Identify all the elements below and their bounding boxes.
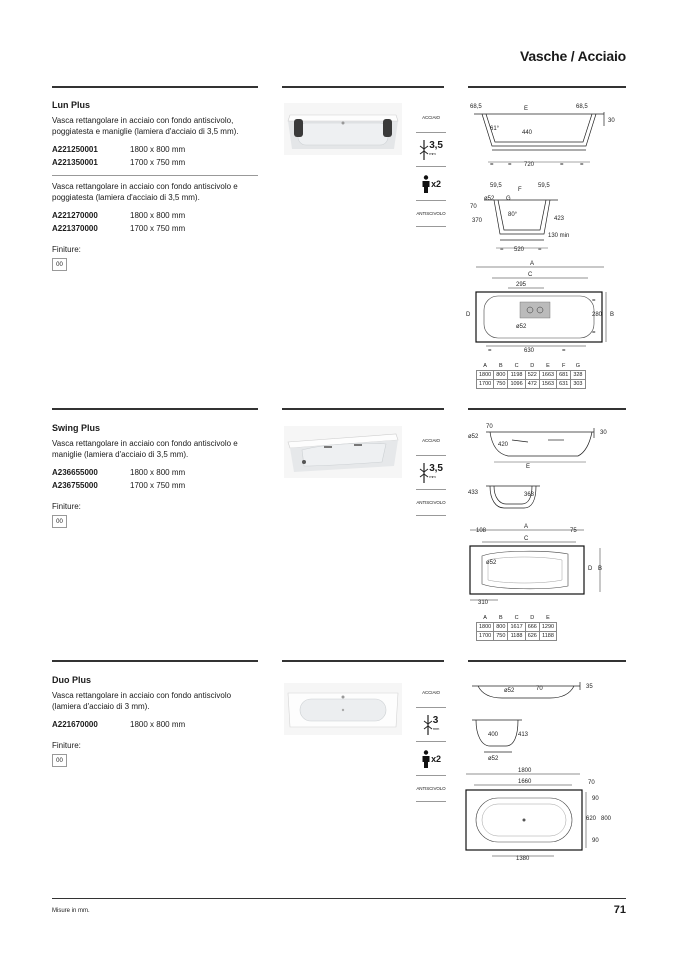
dimensions-table [476,614,557,641]
product-swing-plus [52,423,267,528]
dim-label: D [588,566,593,572]
table-cell: 800 [494,623,508,632]
thickness-icon [416,133,446,167]
product-code: A236655000 [52,468,98,477]
dim-label: 130 min [548,233,570,239]
thickness-value: 3,5 [429,139,443,151]
product-description: Vasca rettangolare in acciaio con fondo antiscivolo (lamiera d'acciaio di 3 mm). [52,691,232,711]
bathtub-photo-icon [284,426,402,478]
dim-label: ø52 [468,434,479,440]
table-header: D [530,615,535,621]
dim-label: 720 [524,162,535,168]
code-row [52,222,267,235]
product-code: A221670000 [52,720,98,729]
thickness-unit: mm [429,150,436,156]
dim-label: ø52 [488,756,499,762]
table-header: E [546,615,550,621]
dim-label: ø52 [484,196,495,202]
dim-label: F [518,187,522,193]
bathtub-photo-icon [284,103,402,155]
table-header: E [546,363,550,369]
table-header: B [499,615,503,621]
dim-label: = [488,348,492,354]
dim-label: D [466,312,471,318]
product-size: 1800 x 800 mm [130,145,186,154]
person-icon [421,175,431,193]
product-title: Duo Plus [52,675,92,685]
persons-icon-cell [416,742,446,776]
table-cell: 750 [494,632,508,641]
feature-icons [416,678,446,802]
table-cell: 631 [557,380,571,389]
thickness-icon [416,456,446,490]
table-cell: 800 [494,371,508,380]
finish-swatch: 00 [52,754,67,767]
table-cell: 1198 [508,371,525,380]
product-code: A221370000 [52,224,98,233]
dim-label: 420 [498,442,509,448]
table-cell: 1617 [508,623,525,632]
code-row [52,718,267,731]
dim-label: = [500,247,504,253]
dim-label: 413 [518,732,529,738]
table-cell: 328 [571,371,585,380]
product-code: A221350001 [52,158,98,167]
dim-label: 68,5 [576,104,588,110]
thickness-value: 3 [432,714,439,726]
product-title: Swing Plus [52,423,101,433]
thickness-icon [416,708,446,742]
table-cell: 1800 [477,371,494,380]
dim-label: = [562,348,566,354]
dim-label: 61° [490,126,500,132]
thickness-arrows-icon [419,140,429,160]
product-code: A236755000 [52,481,98,490]
bathtub-photo-icon [284,683,402,735]
feature-icons [416,103,446,227]
table-cell: 681 [557,371,571,380]
dim-label: 363 [524,492,535,498]
product-size: 1700 x 750 mm [130,481,186,490]
product-description: Vasca rettangolare in acciaio con fondo antiscivolo, poggiatesta e maniglie (lamiera d'acciaio di 3,5 mm). [52,116,239,136]
thickness-arrows-icon [419,463,429,483]
thickness-value: 3,5 [429,462,443,474]
thickness-unit: mm [432,725,440,731]
dim-label: B [598,566,603,572]
product-size: 1700 x 750 mm [130,224,186,233]
dim-label: 68,5 [470,104,482,110]
code-row [52,156,267,169]
dim-label: 30 [608,118,615,124]
dim-label: 1380 [516,856,530,862]
dim-label: G [506,196,511,202]
finish-label: Finiture: [52,245,81,254]
dim-label: 310 [478,600,489,606]
dim-label: 433 [468,490,479,496]
dim-label: 630 [524,348,535,354]
dimensions-table [476,362,586,389]
dim-label: 75 [570,528,577,534]
table-cell: 750 [494,380,508,389]
dim-label: 30 [600,430,607,436]
dim-label: 400 [488,732,499,738]
footer-divider [52,898,626,899]
dim-label: C [528,272,533,278]
dim-label: = [580,162,584,168]
table-cell: 1188 [539,632,556,641]
dim-label: 800 [601,816,612,822]
table-cell: 522 [525,371,539,380]
dim-label: 70 [588,780,595,786]
technical-drawing-side [468,420,626,470]
technical-drawing-side [468,676,626,706]
product-duo-plus [52,675,267,767]
page-title: Vasche / Acciaio [519,48,626,64]
dim-label: = [490,162,494,168]
product-title: Lun Plus [52,100,90,110]
dim-label: = [508,162,512,168]
dim-label: 370 [472,218,483,224]
product-photo [284,426,402,478]
table-row [477,371,586,380]
table-header: C [514,363,519,369]
dim-label: 35 [586,684,593,690]
dim-label: 1800 [518,768,532,774]
dim-label: 440 [522,130,533,136]
code-row [52,143,267,156]
code-row [52,479,267,492]
finish-label: Finiture: [52,502,81,511]
table-cell: 1096 [508,380,525,389]
table-header: C [514,615,519,621]
dim-label: 59,5 [490,183,502,189]
technical-drawing-top [458,256,626,360]
technical-drawing-front [468,712,626,764]
dim-label: 108 [476,528,487,534]
section-divider [52,408,258,410]
product-size: 1800 x 800 mm [130,211,186,220]
product-size: 1800 x 800 mm [130,468,186,477]
persons-count: x2 [431,753,441,764]
product-description: Vasca rettangolare in acciaio con fondo antiscivolo e poggiatesta (lamiera d'acciaio di 3,5 mm). [52,182,238,202]
page-number: 71 [613,904,626,916]
dim-label: 295 [516,282,527,288]
persons-icon-cell [416,167,446,201]
dim-label: 280 [592,312,603,318]
table-header: G [575,363,581,369]
dim-label: = [538,247,542,253]
table-cell: 666 [525,623,539,632]
product-size: 1800 x 800 mm [130,720,186,729]
dim-label: A [530,261,535,267]
table-header: A [483,363,487,369]
dim-label: 1660 [518,779,532,785]
table-cell: 1290 [539,623,556,632]
dim-label: = [560,162,564,168]
table-cell: 1563 [539,380,556,389]
group-divider [52,175,258,176]
finish-swatch: 00 [52,515,67,528]
product-code: A221250001 [52,145,98,154]
thickness-arrows-icon [423,715,433,735]
code-row [52,209,267,222]
dim-label: E [526,464,531,470]
table-cell: 1663 [539,371,556,380]
dim-label: 80° [508,212,518,218]
dim-label: 90 [592,796,599,802]
feature-label: ANTISCIVOLO [416,490,446,516]
dim-label: 620 [586,816,597,822]
table-header: B [499,363,503,369]
table-row [477,623,557,632]
technical-drawing-top [458,520,626,608]
product-lun-plus [52,100,267,271]
thickness-unit: mm [429,473,436,479]
finish-label: Finiture: [52,741,81,750]
table-cell: 1188 [508,632,525,641]
table-cell: 1700 [477,380,494,389]
technical-drawing-top [458,764,626,864]
table-cell: 626 [525,632,539,641]
material-label: ACCIAIO [416,678,446,708]
feature-icons [416,426,446,516]
feature-label: ANTISCIVOLO [416,201,446,227]
material-label: ACCIAIO [416,426,446,456]
table-header: D [530,363,535,369]
section-divider [468,86,626,88]
dim-label: 70 [470,204,477,210]
person-icon [421,750,431,768]
table-cell: 1800 [477,623,494,632]
product-photo [284,683,402,735]
section-divider [282,86,444,88]
table-header: F [562,363,566,369]
section-divider [468,660,626,662]
table-cell: 303 [571,380,585,389]
product-code: A221270000 [52,211,98,220]
section-divider [282,408,444,410]
section-divider [52,86,258,88]
dim-label: 90 [592,838,599,844]
dim-label: = [592,298,596,304]
technical-drawing-front [468,478,626,518]
product-photo [284,103,402,155]
dim-label: A [524,524,529,530]
footer-note: Misure in mm. [52,908,90,914]
dim-label: C [524,536,529,542]
dim-label: ø52 [516,324,527,330]
finish-swatch: 00 [52,258,67,271]
dim-label: 520 [514,247,525,253]
dim-label: 70 [536,686,543,692]
technical-drawing-side [468,100,626,170]
table-header: A [483,615,487,621]
dim-label: E [524,106,529,112]
table-row [477,380,586,389]
dim-label: ø52 [504,688,515,694]
persons-count: x2 [431,178,441,189]
section-divider [468,408,626,410]
section-divider [52,660,258,662]
dim-label: 423 [554,216,565,222]
dim-label: 70 [486,424,493,430]
feature-label: ANTISCIVOLO [416,776,446,802]
code-row [52,466,267,479]
technical-drawing-front [468,178,626,256]
section-divider [282,660,444,662]
table-cell: 1700 [477,632,494,641]
product-size: 1700 x 750 mm [130,158,186,167]
dim-label: 59,5 [538,183,550,189]
dim-label: = [592,330,596,336]
material-label: ACCIAIO [416,103,446,133]
table-cell: 472 [525,380,539,389]
dim-label: B [610,312,615,318]
dim-label: ø52 [486,560,497,566]
product-description: Vasca rettangolare in acciaio con fondo antiscivolo e maniglie (lamiera d'acciaio di 3,5 mm). [52,439,238,459]
table-row [477,632,557,641]
